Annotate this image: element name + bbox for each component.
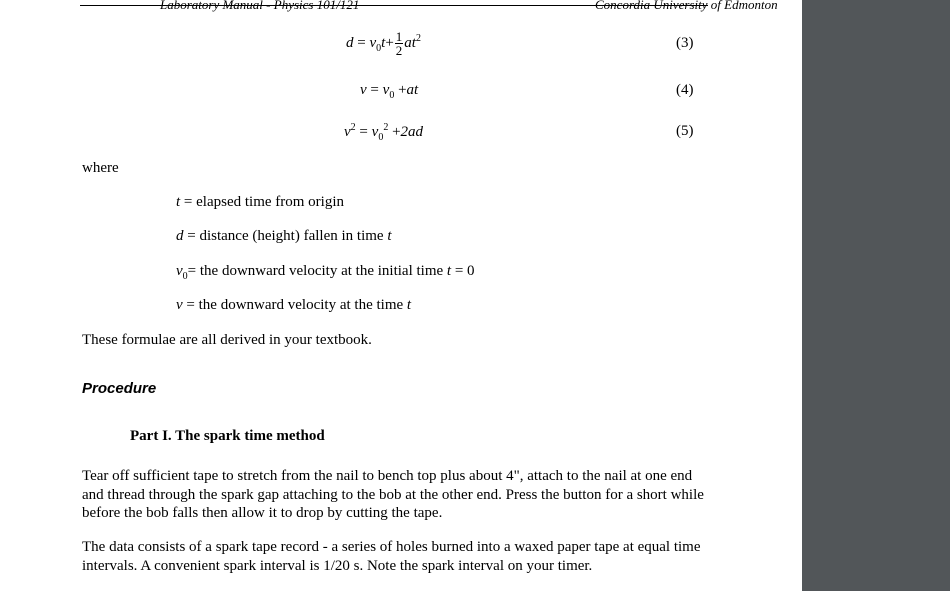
equation-4-number: (4) <box>676 82 694 98</box>
where-label: where <box>82 160 119 176</box>
equation-4: $v = v_0 +at$ <box>360 82 419 101</box>
equation-3-number: (3) <box>676 35 694 51</box>
part-heading: Part I. The spark time method <box>130 428 325 444</box>
header-left-text: Laboratory Manual - Physics 101/121 <box>160 0 360 12</box>
equation-5: $v^2 = v_0^2 +2ad$ <box>344 122 424 143</box>
definition-t: t = elapsed time from origin <box>176 194 345 210</box>
definition-v: v = the downward velocity at the time t <box>176 297 412 313</box>
definition-v0: $v_0=$ the downward velocity at the initial time t = 0 <box>176 263 475 282</box>
paragraph-tape-setup: Tear off sufficient tape to stretch from the nail to bench top plus about 4", attach to the nail at one end and thread through the spark gap attaching to the bob at the other end. Press the button for a short while before the bob falls then allow it to drop by cutting the tape. <box>82 468 704 521</box>
equation-5-number: (5) <box>676 123 694 139</box>
header-right-text: Concordia University of Edmonton <box>595 0 778 12</box>
equation-3: $d = v_0t+$ $\frac{1}{2}$ $at^2$ <box>346 29 421 58</box>
page-header-rule <box>80 0 778 12</box>
definition-d: d = distance (height) fallen in time t <box>176 228 392 244</box>
paragraph-data-description: The data consists of a spark tape record - a series of holes burned into a waxed paper tape at equal time intervals. A convenient spark interval is 1/20 s. Note the spark interval on your timer. <box>82 539 701 574</box>
derived-note: These formulae are all derived in your textbook. <box>82 332 372 348</box>
procedure-heading: Procedure <box>82 380 157 397</box>
viewer-background <box>802 0 950 591</box>
